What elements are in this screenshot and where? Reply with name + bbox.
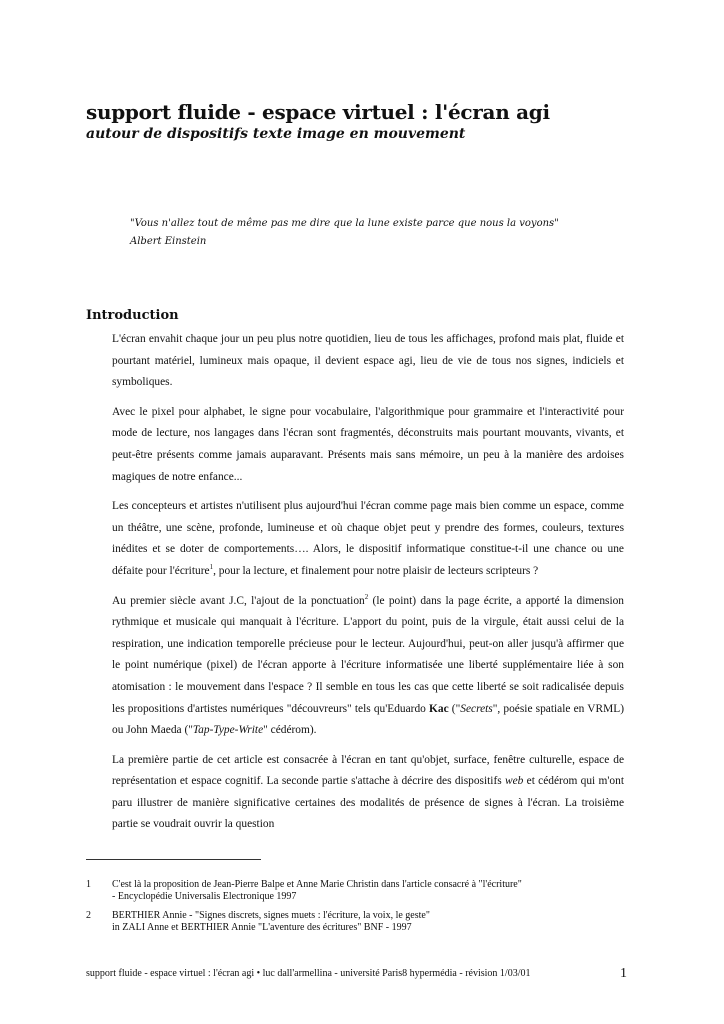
footnote-ref-2: 2	[364, 592, 369, 601]
paragraph-4-text-d: ", poésie spatiale en VRML) ou John Maeda ("	[112, 702, 624, 737]
term-web: web	[504, 775, 524, 788]
paragraph-4-text-e: " cédérom).	[263, 724, 317, 737]
paragraph-5	[112, 750, 624, 836]
footnote-text	[112, 910, 430, 934]
epigraph	[130, 215, 590, 251]
page-number: 1	[620, 966, 627, 981]
paragraph-5-text-b: et cédérom qui m'ont paru illustrer de manière significative certaines des modalités de présence de signes à l'écran. La troisième partie se voudrait ouvrir la question	[112, 775, 624, 831]
section-heading: Introduction	[86, 308, 179, 323]
paragraph-4-text-b: (le point) dans la page écrite, a apporté la dimension rythmique et musicale qui manquait à l'écriture. L'apport du point, puis de la virgule, était aussi celui de la respiration, une indication temporelle précieuse pour le lecteur. Aujourd'hui, peut-on aller jusqu'à affirmer que le point numérique (pixel) de l'écran apporte à l'écriture informatisée une liberté supplémentaire liée à son atomisation : le mouvement dans l'espace ? Il semble en tous les cas que cette liberté se soit radicalisée depuis les propositions d'artistes numériques "découvreurs" tels qu'Eduardo	[112, 594, 624, 715]
paragraph-4-text-c: ("	[448, 702, 461, 715]
epigraph-quote: "Vous n'allez tout de même pas me dire que la lune existe parce que nous la voyons"	[130, 218, 559, 229]
document-title: support fluide - espace virtuel : l'écran agi	[86, 100, 550, 124]
page-footer: support fluide - espace virtuel : l'écran agi • luc dall'armellina - université Paris8 hypermédia - révision 1/03/01	[86, 968, 531, 979]
footnote-separator	[86, 859, 261, 860]
paragraph-3	[112, 496, 624, 582]
footnote-line: C'est là la proposition de Jean-Pierre Balpe et Anne Marie Christin dans l'article consacré à "l'écriture"	[112, 879, 522, 890]
work-title-tap-type-write: Tap-Type-Write	[192, 724, 264, 737]
footnote-line: - Encyclopédie Universalis Electronique 1997	[112, 891, 297, 902]
artist-name-kac: Kac	[429, 702, 449, 715]
paragraph-3-text-b: , pour la lecture, et finalement pour notre plaisir de lecteurs scripteurs ?	[213, 564, 539, 577]
paragraph-5-text-a: La première partie de cet article est consacrée à l'écran en tant qu'objet, surface, fenêtre culturelle, espace de représentation et espace cognitif. La seconde partie s'attache à décrire des dispositifs	[112, 753, 624, 788]
footnote-2	[86, 910, 646, 934]
paragraph-2: Avec le pixel pour alphabet, le signe pour vocabulaire, l'algorithmique pour grammaire et l'interactivité pour mode de lecture, nos langages dans l'écran sont fragmentés, déconstruits mais pourtant mouvants, vivants, et peut-être présents comme jamais auparavant. Présents mais sans mémoire, un peu à la manière des ardoises magiques de notre enfance...	[112, 405, 624, 483]
footnote-1	[86, 879, 646, 903]
footnote-ref-1: 1	[209, 563, 214, 572]
paragraph-1: L'écran envahit chaque jour un peu plus notre quotidien, lieu de tous les affichages, profond mais plat, fluide et pourtant matériel, lumineux mais opaque, il devient espace agi, lieu de vie de tous nos signes, indiciels et symboliques.	[112, 333, 624, 389]
body-text	[112, 329, 624, 844]
footnote-line: BERTHIER Annie - "Signes discrets, signes muets : l'écriture, la voix, le geste"	[112, 910, 430, 921]
work-title-secrets: Secrets	[460, 702, 493, 715]
paragraph-4	[112, 591, 624, 742]
footnote-line: in ZALI Anne et BERTHIER Annie "L'aventure des écritures" BNF - 1997	[112, 922, 412, 933]
document-subtitle: autour de dispositifs texte image en mouvement	[86, 126, 466, 142]
footnote-number: 2	[86, 910, 91, 921]
footnote-number: 1	[86, 879, 91, 890]
epigraph-author: Albert Einstein	[130, 236, 207, 247]
footnote-text	[112, 879, 522, 903]
paragraph-3-text-a: Les concepteurs et artistes n'utilisent plus aujourd'hui l'écran comme page mais bien comme un espace, comme un théâtre, une scène, profonde, lumineuse et où chaque objet peut y prendre des formes, couleurs, textures inédites et se doter de comportements…. Alors, le dispositif informatique constitue-t-il une chance ou une défaite pour l'écriture	[112, 500, 624, 577]
paragraph-4-text-a: Au premier siècle avant J.C, l'ajout de la ponctuation	[112, 594, 365, 607]
